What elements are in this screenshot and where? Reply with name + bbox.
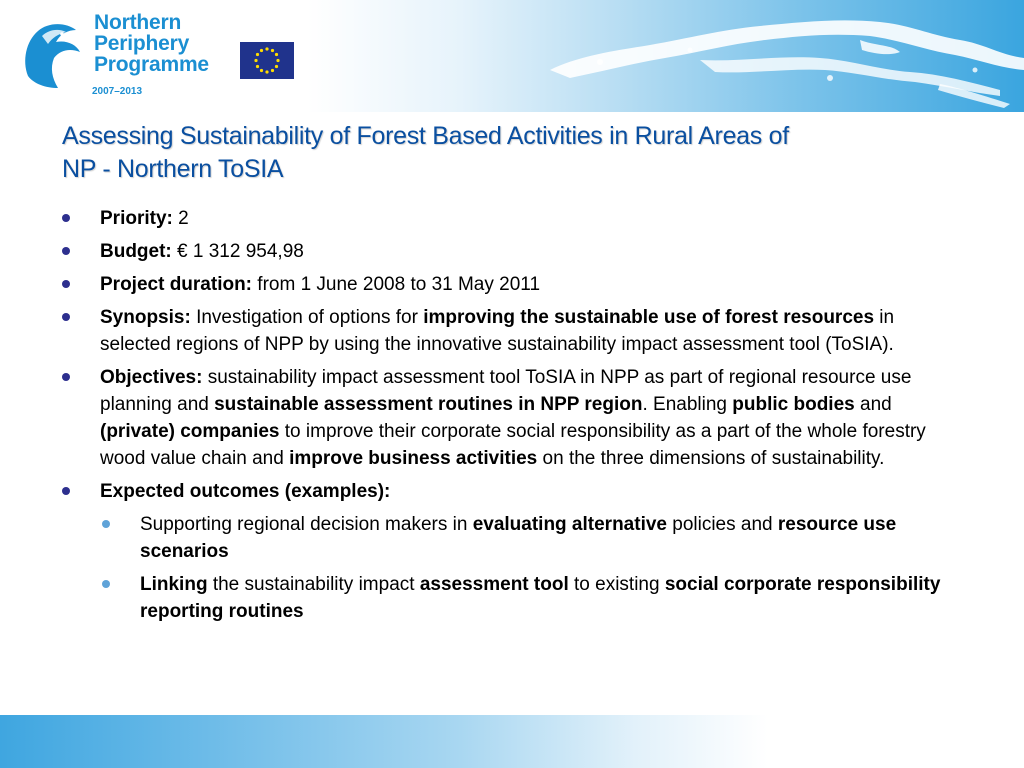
bullet-duration: Project duration: from 1 June 2008 to 31 May 2011 xyxy=(62,271,962,298)
bullet-objectives: Objectives: sustainability impact assessment tool ToSIA in NPP as part of regional resource use planning and sustainable assessment routines in NPP region. Enabling public bodies and (private) companies to improve their corporate social responsibility as a part of the whole forestry wood value chain and improve business activities on the three dimensions of sustainability. xyxy=(62,364,962,472)
bullet-list xyxy=(62,205,962,625)
npp-logo xyxy=(18,12,218,104)
bullet-outcomes: Expected outcomes (examples): xyxy=(62,478,962,505)
footer-band xyxy=(0,715,1024,768)
bullet-budget: Budget: € 1 312 954,98 xyxy=(62,238,962,265)
bullet-dot-icon xyxy=(62,313,70,321)
header-band xyxy=(0,0,1024,112)
logo-wordmark xyxy=(94,12,209,75)
logo-line-2: Periphery xyxy=(94,32,190,55)
bullet-dot-icon xyxy=(62,487,70,495)
slide-title xyxy=(62,120,962,186)
eu-flag-icon xyxy=(240,42,294,79)
sub-bullet-dot-icon xyxy=(102,520,110,528)
bullet-dot-icon xyxy=(62,373,70,381)
sub-bullet-dot-icon xyxy=(102,580,110,588)
title-line-1: Assessing Sustainability of Forest Based Activities in Rural Areas of xyxy=(62,122,789,150)
logo-years: 2007–2013 xyxy=(92,86,143,97)
slide-content xyxy=(62,205,962,631)
sub-bullet-supporting: Supporting regional decision makers in evaluating alternative policies and resource use scenarios xyxy=(62,511,962,565)
bullet-synopsis: Synopsis: Investigation of options for improving the sustainable use of forest resources in selected regions of NPP by using the innovative sustainability impact assessment tool (ToSIA). xyxy=(62,304,962,358)
bullet-priority: Priority: 2 xyxy=(62,205,962,232)
bullet-dot-icon xyxy=(62,214,70,222)
logo-line-3: Programme xyxy=(94,53,209,76)
npp-bird-logo xyxy=(18,16,88,96)
logo-line-1: Northern xyxy=(94,11,182,34)
bullet-dot-icon xyxy=(62,280,70,288)
title-line-2: NP - Northern ToSIA xyxy=(62,155,284,183)
bullet-dot-icon xyxy=(62,247,70,255)
sub-bullet-linking: Linking the sustainability impact assessment tool to existing social corporate responsibility reporting routines xyxy=(62,571,962,625)
